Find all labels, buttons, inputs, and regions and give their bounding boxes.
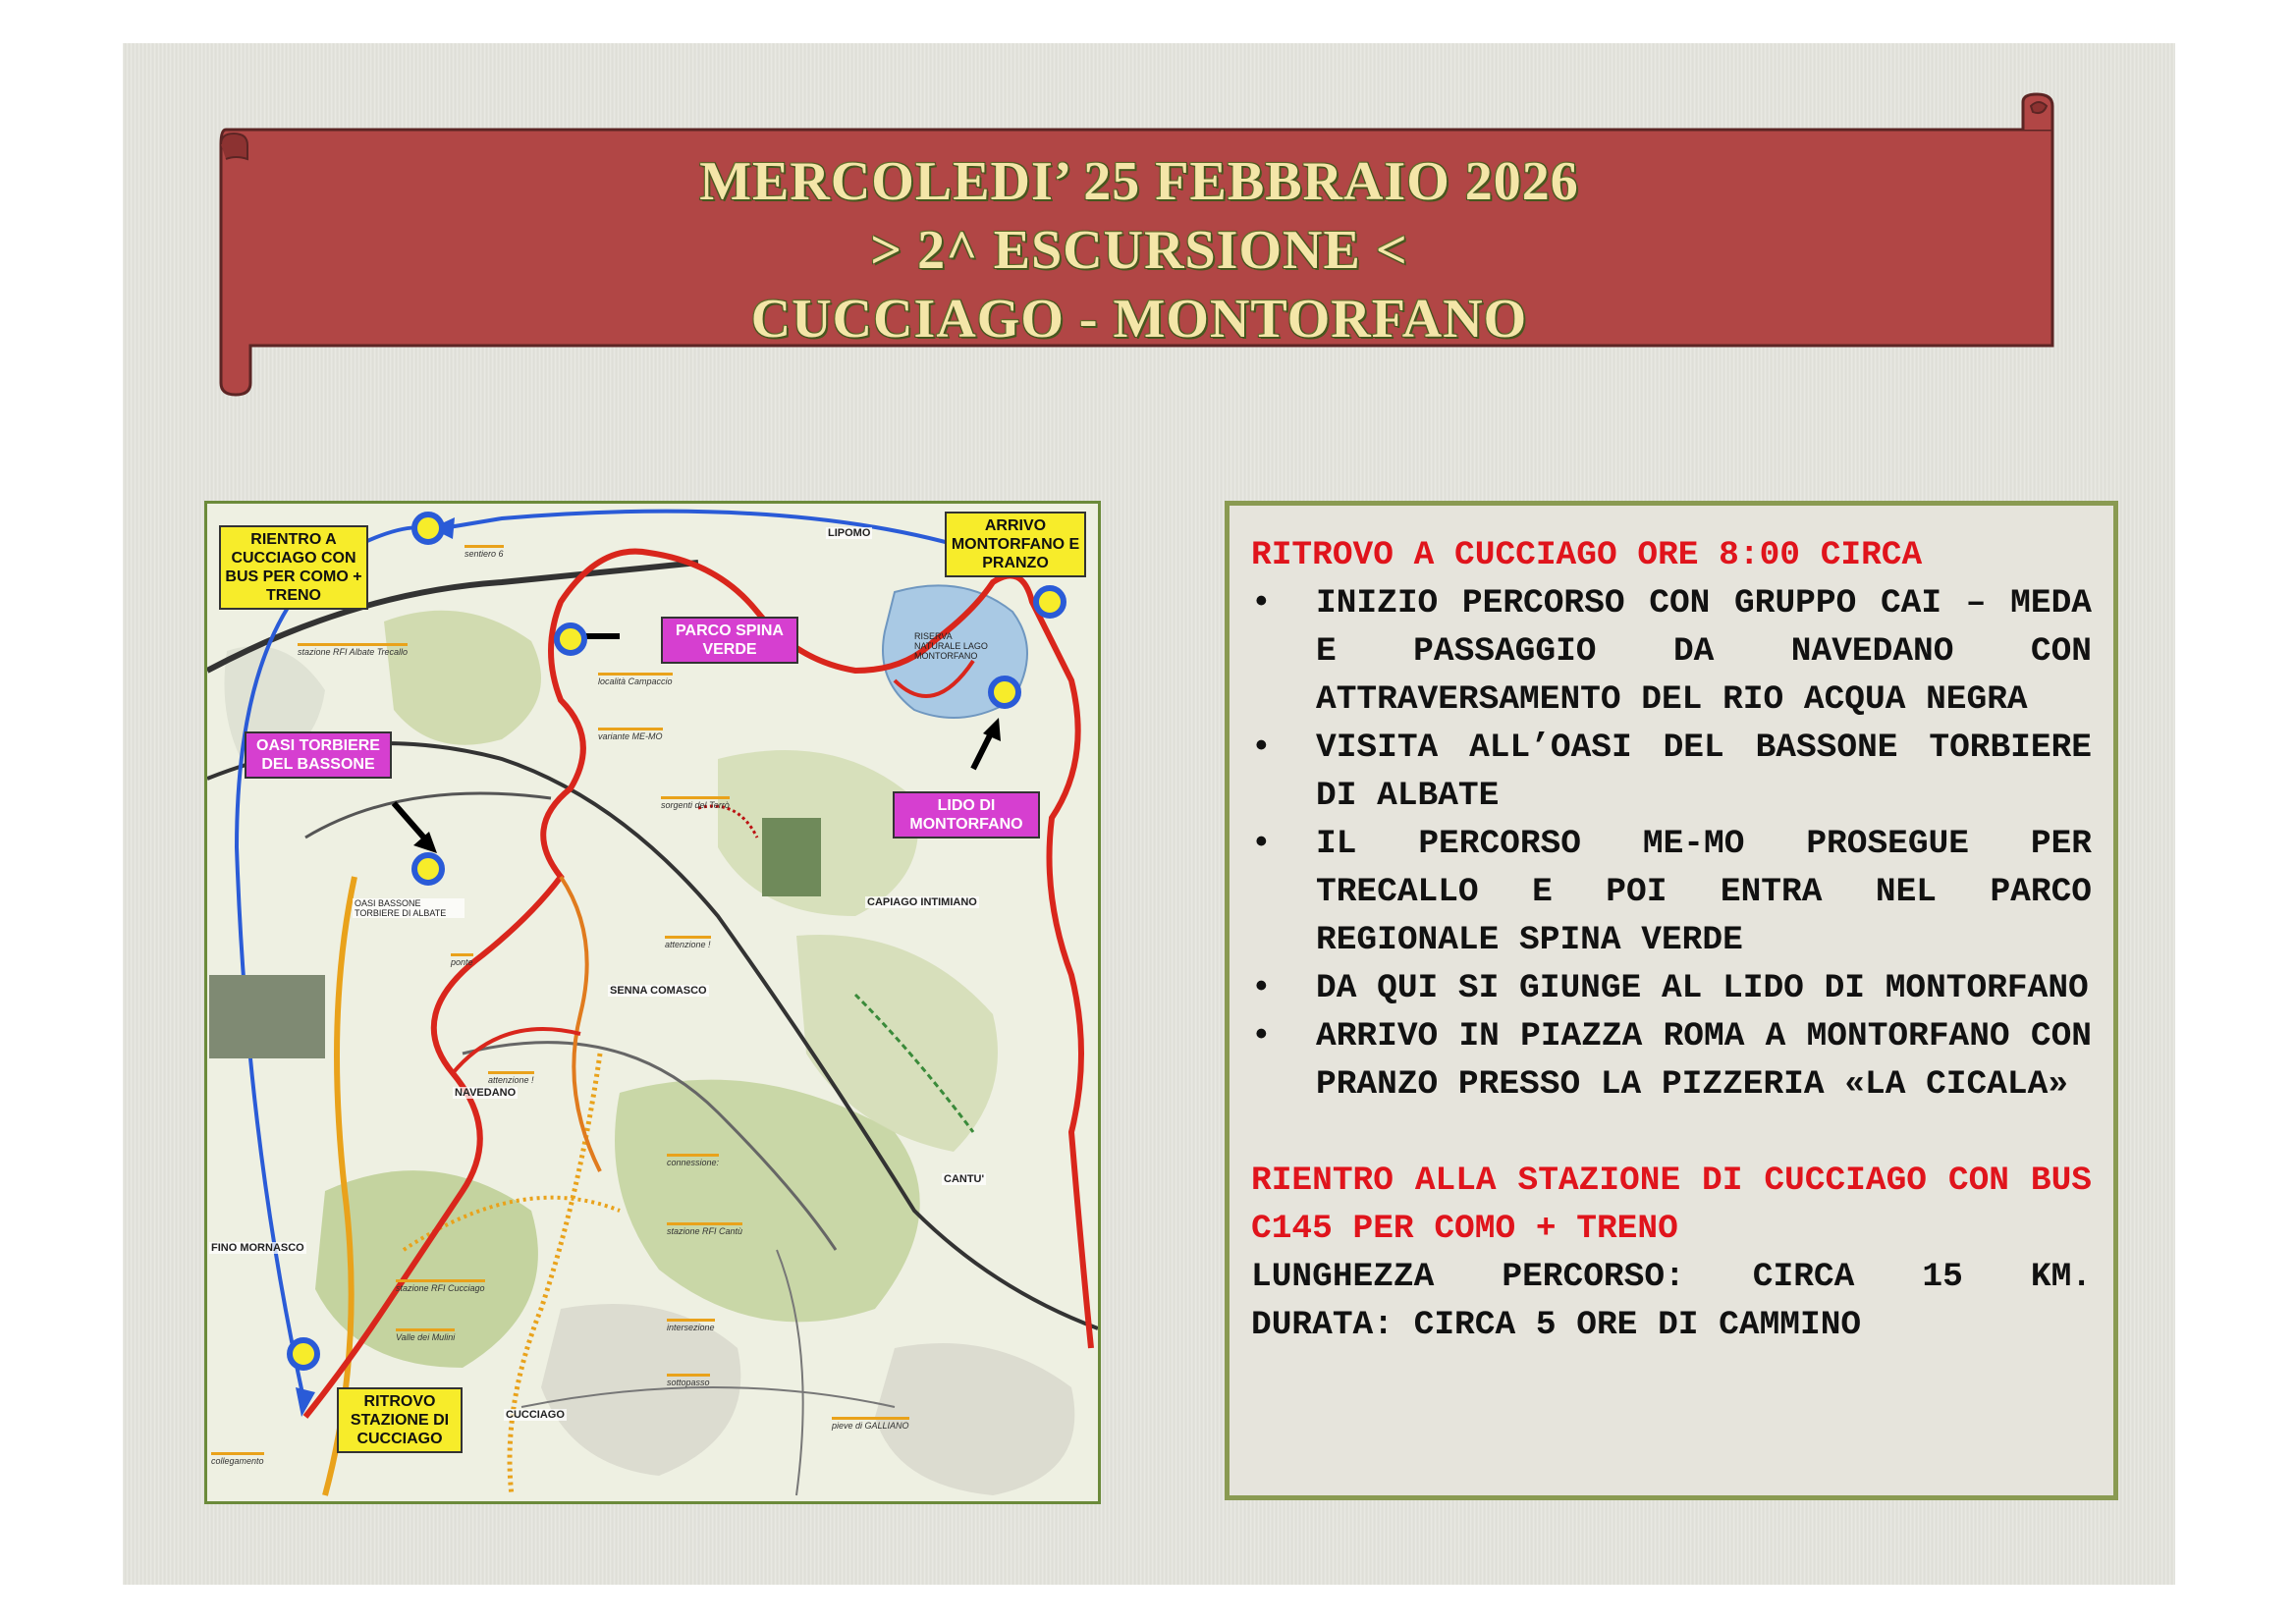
bullet-icon: • <box>1251 584 1272 622</box>
title-excursion: > 2^ ESCURSIONE < <box>870 220 1408 281</box>
place-navedano: NAVEDANO <box>455 1087 517 1099</box>
note-attenzione1: attenzione ! <box>665 936 711 949</box>
route-map <box>204 501 1101 1504</box>
place-cantu: CANTU' <box>944 1173 985 1185</box>
note-sorgenti: sorgenti del Terrò <box>661 796 730 810</box>
note-sottopasso: sottopasso <box>667 1374 710 1387</box>
bullet-icon: • <box>1251 969 1272 1007</box>
route-length: LUNGHEZZA PERCORSO: CIRCA 15 KM. <box>1251 1258 2092 1296</box>
note-valle-mulini: Valle dei Mulini <box>396 1328 455 1342</box>
label-ritrovo: RITROVO STAZIONE DI CUCCIAGO <box>337 1387 463 1453</box>
title-route: CUCCIAGO - MONTORFANO <box>750 289 1528 350</box>
itinerary-item: • VISITA ALL’OASI DEL BASSONE TORBIERE DI ALBATE <box>1251 724 2092 820</box>
bullet-icon: • <box>1251 825 1272 863</box>
note-collegamento: collegamento <box>211 1452 264 1466</box>
label-parco: PARCO SPINA VERDE <box>661 617 798 664</box>
note-ponte: ponte <box>451 953 473 967</box>
itinerary-box <box>1225 501 2118 1500</box>
itinerary-item: • INIZIO PERCORSO CON GRUPPO CAI – MEDA E PASSAGGIO DA NAVEDANO CON ATTRAVERSAMENTO DEL RIO ACQUA NEGRA <box>1251 579 2092 724</box>
note-connessione: connessione: <box>667 1154 719 1167</box>
itinerary-list <box>1251 579 2092 1109</box>
note-attenzione2: attenzione ! <box>488 1071 534 1085</box>
itinerary-item: • ARRIVO IN PIAZZA ROMA A MONTORFANO CON PRANZO PRESSO LA PIZZERIA «LA CICALA» <box>1251 1012 2092 1109</box>
note-variante: variante ME-MO <box>598 728 663 741</box>
note-galliano: pieve di GALLIANO <box>832 1417 909 1431</box>
oasi-small-label: OASI BASSONE TORBIERE DI ALBATE <box>353 898 465 918</box>
note-campaccio: località Campaccio <box>598 673 673 686</box>
note-rfi-cucciago: stazione RFI Cucciago <box>396 1279 485 1293</box>
note-sentiero6: sentiero 6 <box>465 545 504 559</box>
spacer <box>1251 1109 2092 1157</box>
note-intersezione: intersezione <box>667 1319 715 1332</box>
label-arrivo: ARRIVO MONTORFANO E PRANZO <box>945 512 1086 577</box>
title-date: MERCOLEDI’ 25 FEBBRAIO 2026 <box>699 151 1579 212</box>
bullet-icon: • <box>1251 1017 1272 1055</box>
bullet-icon: • <box>1251 729 1272 767</box>
meeting-heading: RITROVO A CUCCIAGO ORE 8:00 CIRCA <box>1251 536 1923 574</box>
place-capiago: CAPIAGO INTIMIANO <box>867 896 977 908</box>
label-lido: LIDO DI MONTORFANO <box>893 791 1040 839</box>
label-rientro: RIENTRO A CUCCIAGO CON BUS PER COMO + TRENO <box>219 525 368 610</box>
place-lipomo: LIPOMO <box>828 527 871 539</box>
itinerary-item: • DA QUI SI GIUNGE AL LIDO DI MONTORFANO <box>1251 964 2092 1012</box>
note-albate: stazione RFI Albate Trecallo <box>298 643 408 657</box>
lake-label: RISERVA NATURALE LAGO MONTORFANO <box>914 631 988 661</box>
place-cucciago: CUCCIAGO <box>506 1409 565 1421</box>
label-oasi: OASI TORBIERE DEL BASSONE <box>245 731 392 779</box>
note-rfi-cantu: stazione RFI Cantù <box>667 1222 742 1236</box>
place-senna: SENNA COMASCO <box>610 985 707 997</box>
route-duration: DURATA: CIRCA 5 ORE DI CAMMINO <box>1251 1306 1862 1344</box>
title-text <box>246 147 2033 353</box>
place-fino: FINO MORNASCO <box>211 1242 304 1254</box>
return-info: RIENTRO ALLA STAZIONE DI CUCCIAGO CON BUS C145 PER COMO + TRENO <box>1251 1162 2092 1248</box>
itinerary-item: • IL PERCORSO ME-MO PROSEGUE PER TRECALLO E POI ENTRA NEL PARCO REGIONALE SPINA VERDE <box>1251 820 2092 964</box>
